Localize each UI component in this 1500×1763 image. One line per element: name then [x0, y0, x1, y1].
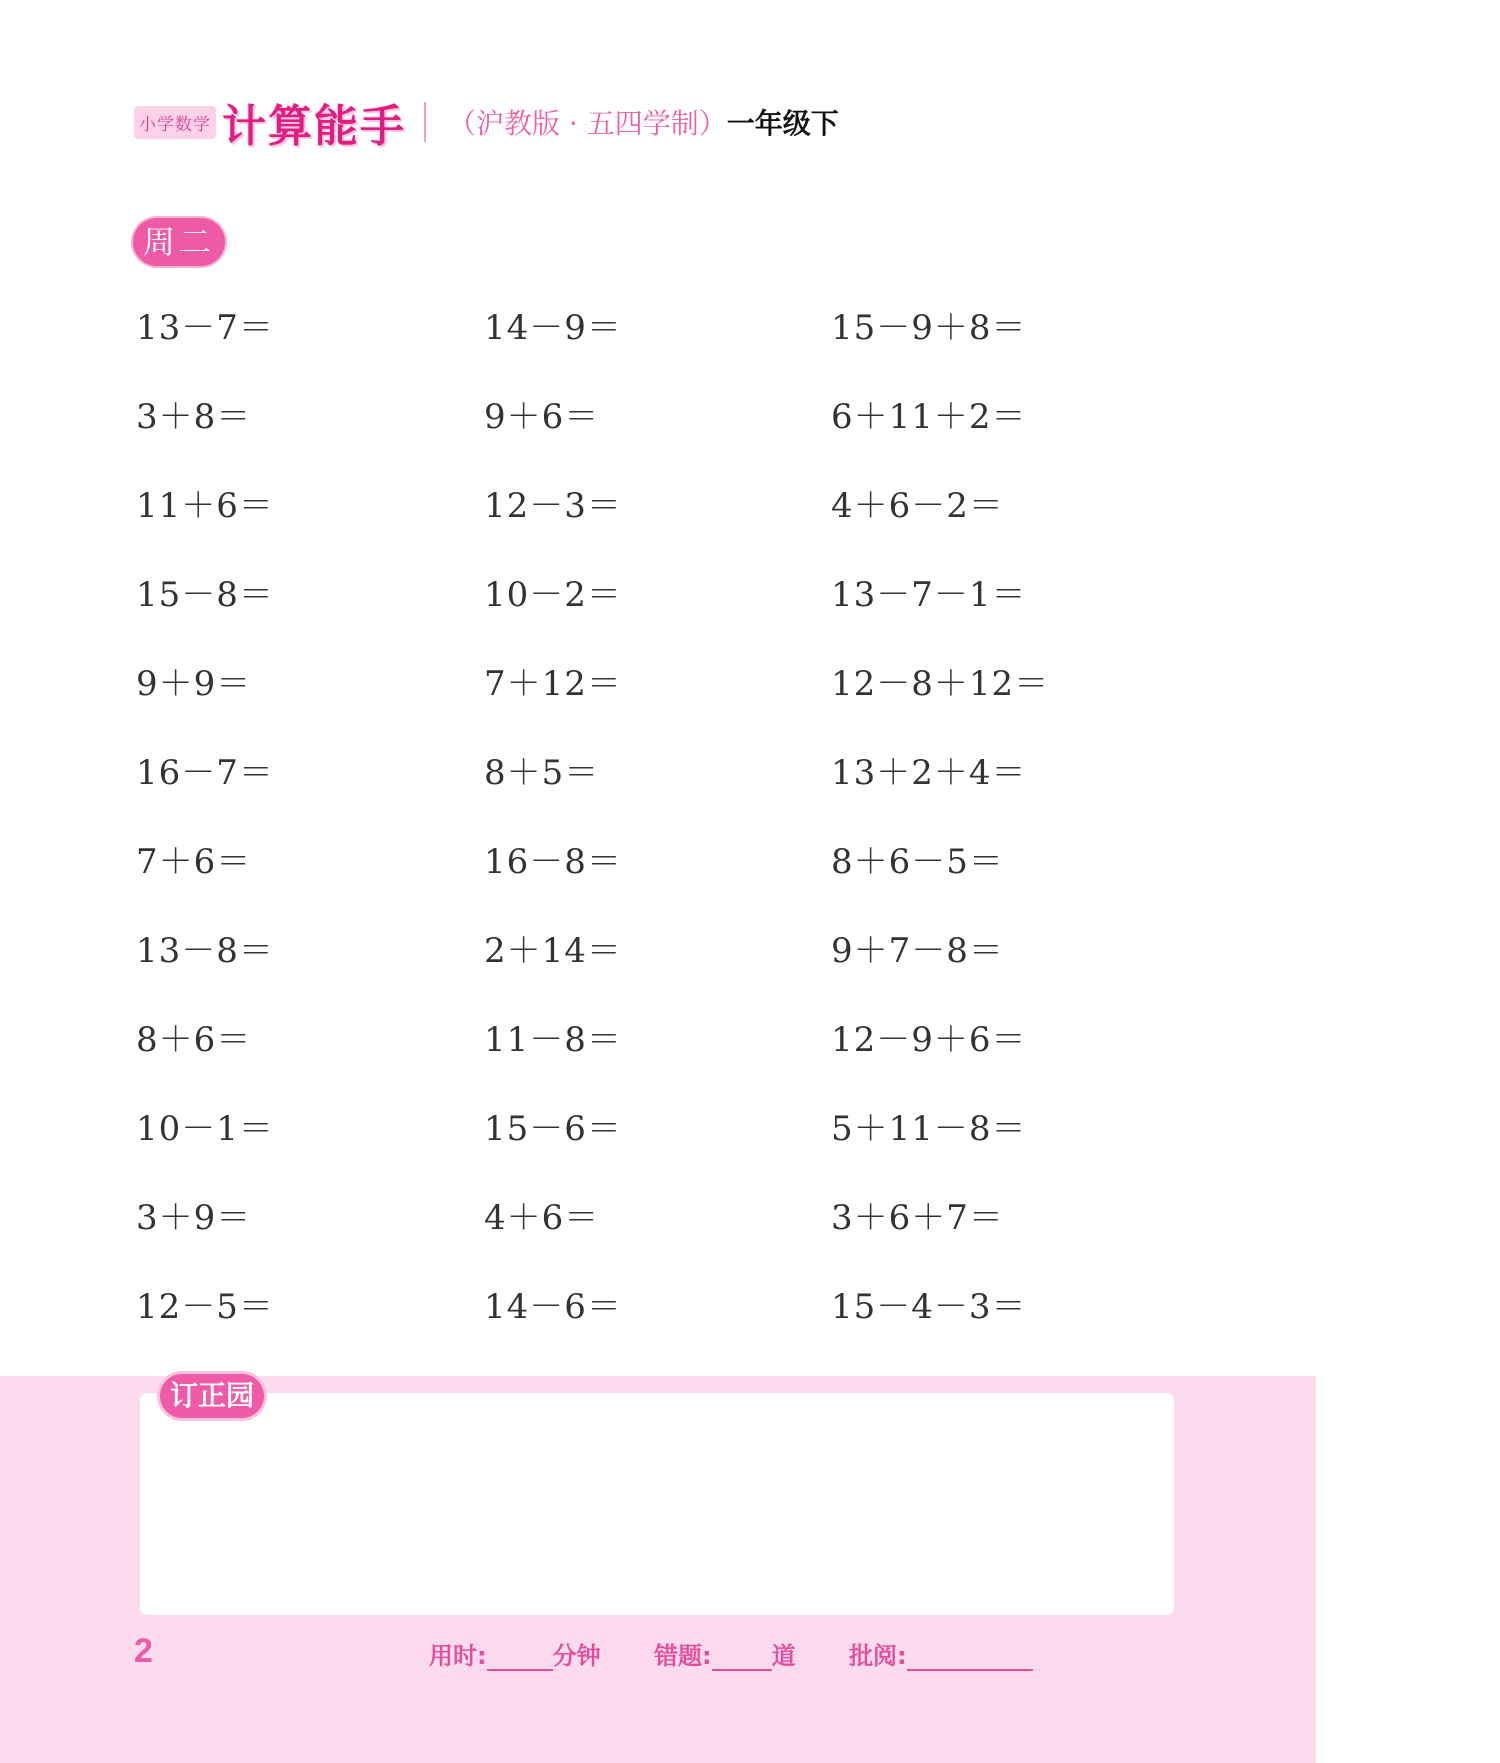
problem-item: 15－8＝: [136, 575, 274, 615]
problem-item: 8＋5＝: [484, 753, 600, 793]
problem-item: 4＋6＝: [484, 1198, 600, 1238]
series-small-label: 小学数学: [134, 106, 216, 139]
time-unit: 分钟: [552, 1642, 601, 1670]
problem-item: 11－8＝: [484, 1020, 622, 1060]
problem-item: 12－8＋12＝: [831, 664, 1050, 704]
problem-item: 6＋11＋2＝: [831, 397, 1027, 437]
time-blank[interactable]: [487, 1643, 553, 1671]
problem-item: 10－1＝: [136, 1109, 274, 1149]
problem-item: 14－6＝: [484, 1287, 622, 1327]
time-stat: [429, 1636, 601, 1671]
book-header: [134, 92, 839, 152]
problem-item: 8＋6－5＝: [831, 842, 1004, 882]
problem-item: 8＋6＝: [136, 1020, 252, 1060]
problem-item: 15－9＋8＝: [831, 308, 1027, 348]
grade-label: 一年级下: [726, 107, 839, 140]
errors-label: 错题:: [654, 1642, 712, 1670]
correction-label: 订正园: [160, 1374, 264, 1418]
problem-item: 13－7－1＝: [831, 575, 1027, 615]
problem-item: 3＋9＝: [136, 1198, 252, 1238]
problem-item: 14－9＝: [484, 308, 622, 348]
problem-item: 11＋6＝: [136, 486, 274, 526]
problem-item: 15－4－3＝: [831, 1287, 1027, 1327]
problem-item: 13－7＝: [136, 308, 274, 348]
problem-item: 12－5＝: [136, 1287, 274, 1327]
edition-label: （沪教版 · 五四学制）: [448, 107, 727, 140]
problem-item: 4＋6－2＝: [831, 486, 1004, 526]
problem-item: 3＋8＝: [136, 397, 252, 437]
problem-item: 13－8＝: [136, 931, 274, 971]
review-stat: [849, 1636, 1033, 1671]
page-number: 2: [134, 1632, 153, 1670]
problem-item: 16－7＝: [136, 753, 274, 793]
problem-item: 10－2＝: [484, 575, 622, 615]
problem-item: 7＋6＝: [136, 842, 252, 882]
problem-item: 13＋2＋4＝: [831, 753, 1027, 793]
problem-item: 7＋12＝: [484, 664, 622, 704]
problem-item: 15－6＝: [484, 1109, 622, 1149]
problem-item: 16－8＝: [484, 842, 622, 882]
header-divider: [424, 102, 426, 142]
problem-item: 9＋9＝: [136, 664, 252, 704]
problem-item: 2＋14＝: [484, 931, 622, 971]
problem-item: 9＋6＝: [484, 397, 600, 437]
review-blank[interactable]: [907, 1643, 1033, 1671]
problem-item: 5＋11－8＝: [831, 1109, 1027, 1149]
problem-item: 12－9＋6＝: [831, 1020, 1027, 1060]
errors-blank[interactable]: [712, 1643, 772, 1671]
correction-area[interactable]: [140, 1393, 1174, 1615]
time-label: 用时:: [429, 1642, 487, 1670]
review-label: 批阅:: [849, 1642, 907, 1670]
problem-item: 9＋7－8＝: [831, 931, 1004, 971]
errors-unit: 道: [771, 1642, 796, 1670]
series-title-logo: 计算能手: [222, 101, 406, 152]
day-badge: 周二: [133, 218, 225, 266]
problem-item: 3＋6＋7＝: [831, 1198, 1004, 1238]
problem-item: 12－3＝: [484, 486, 622, 526]
errors-stat: [654, 1636, 796, 1671]
